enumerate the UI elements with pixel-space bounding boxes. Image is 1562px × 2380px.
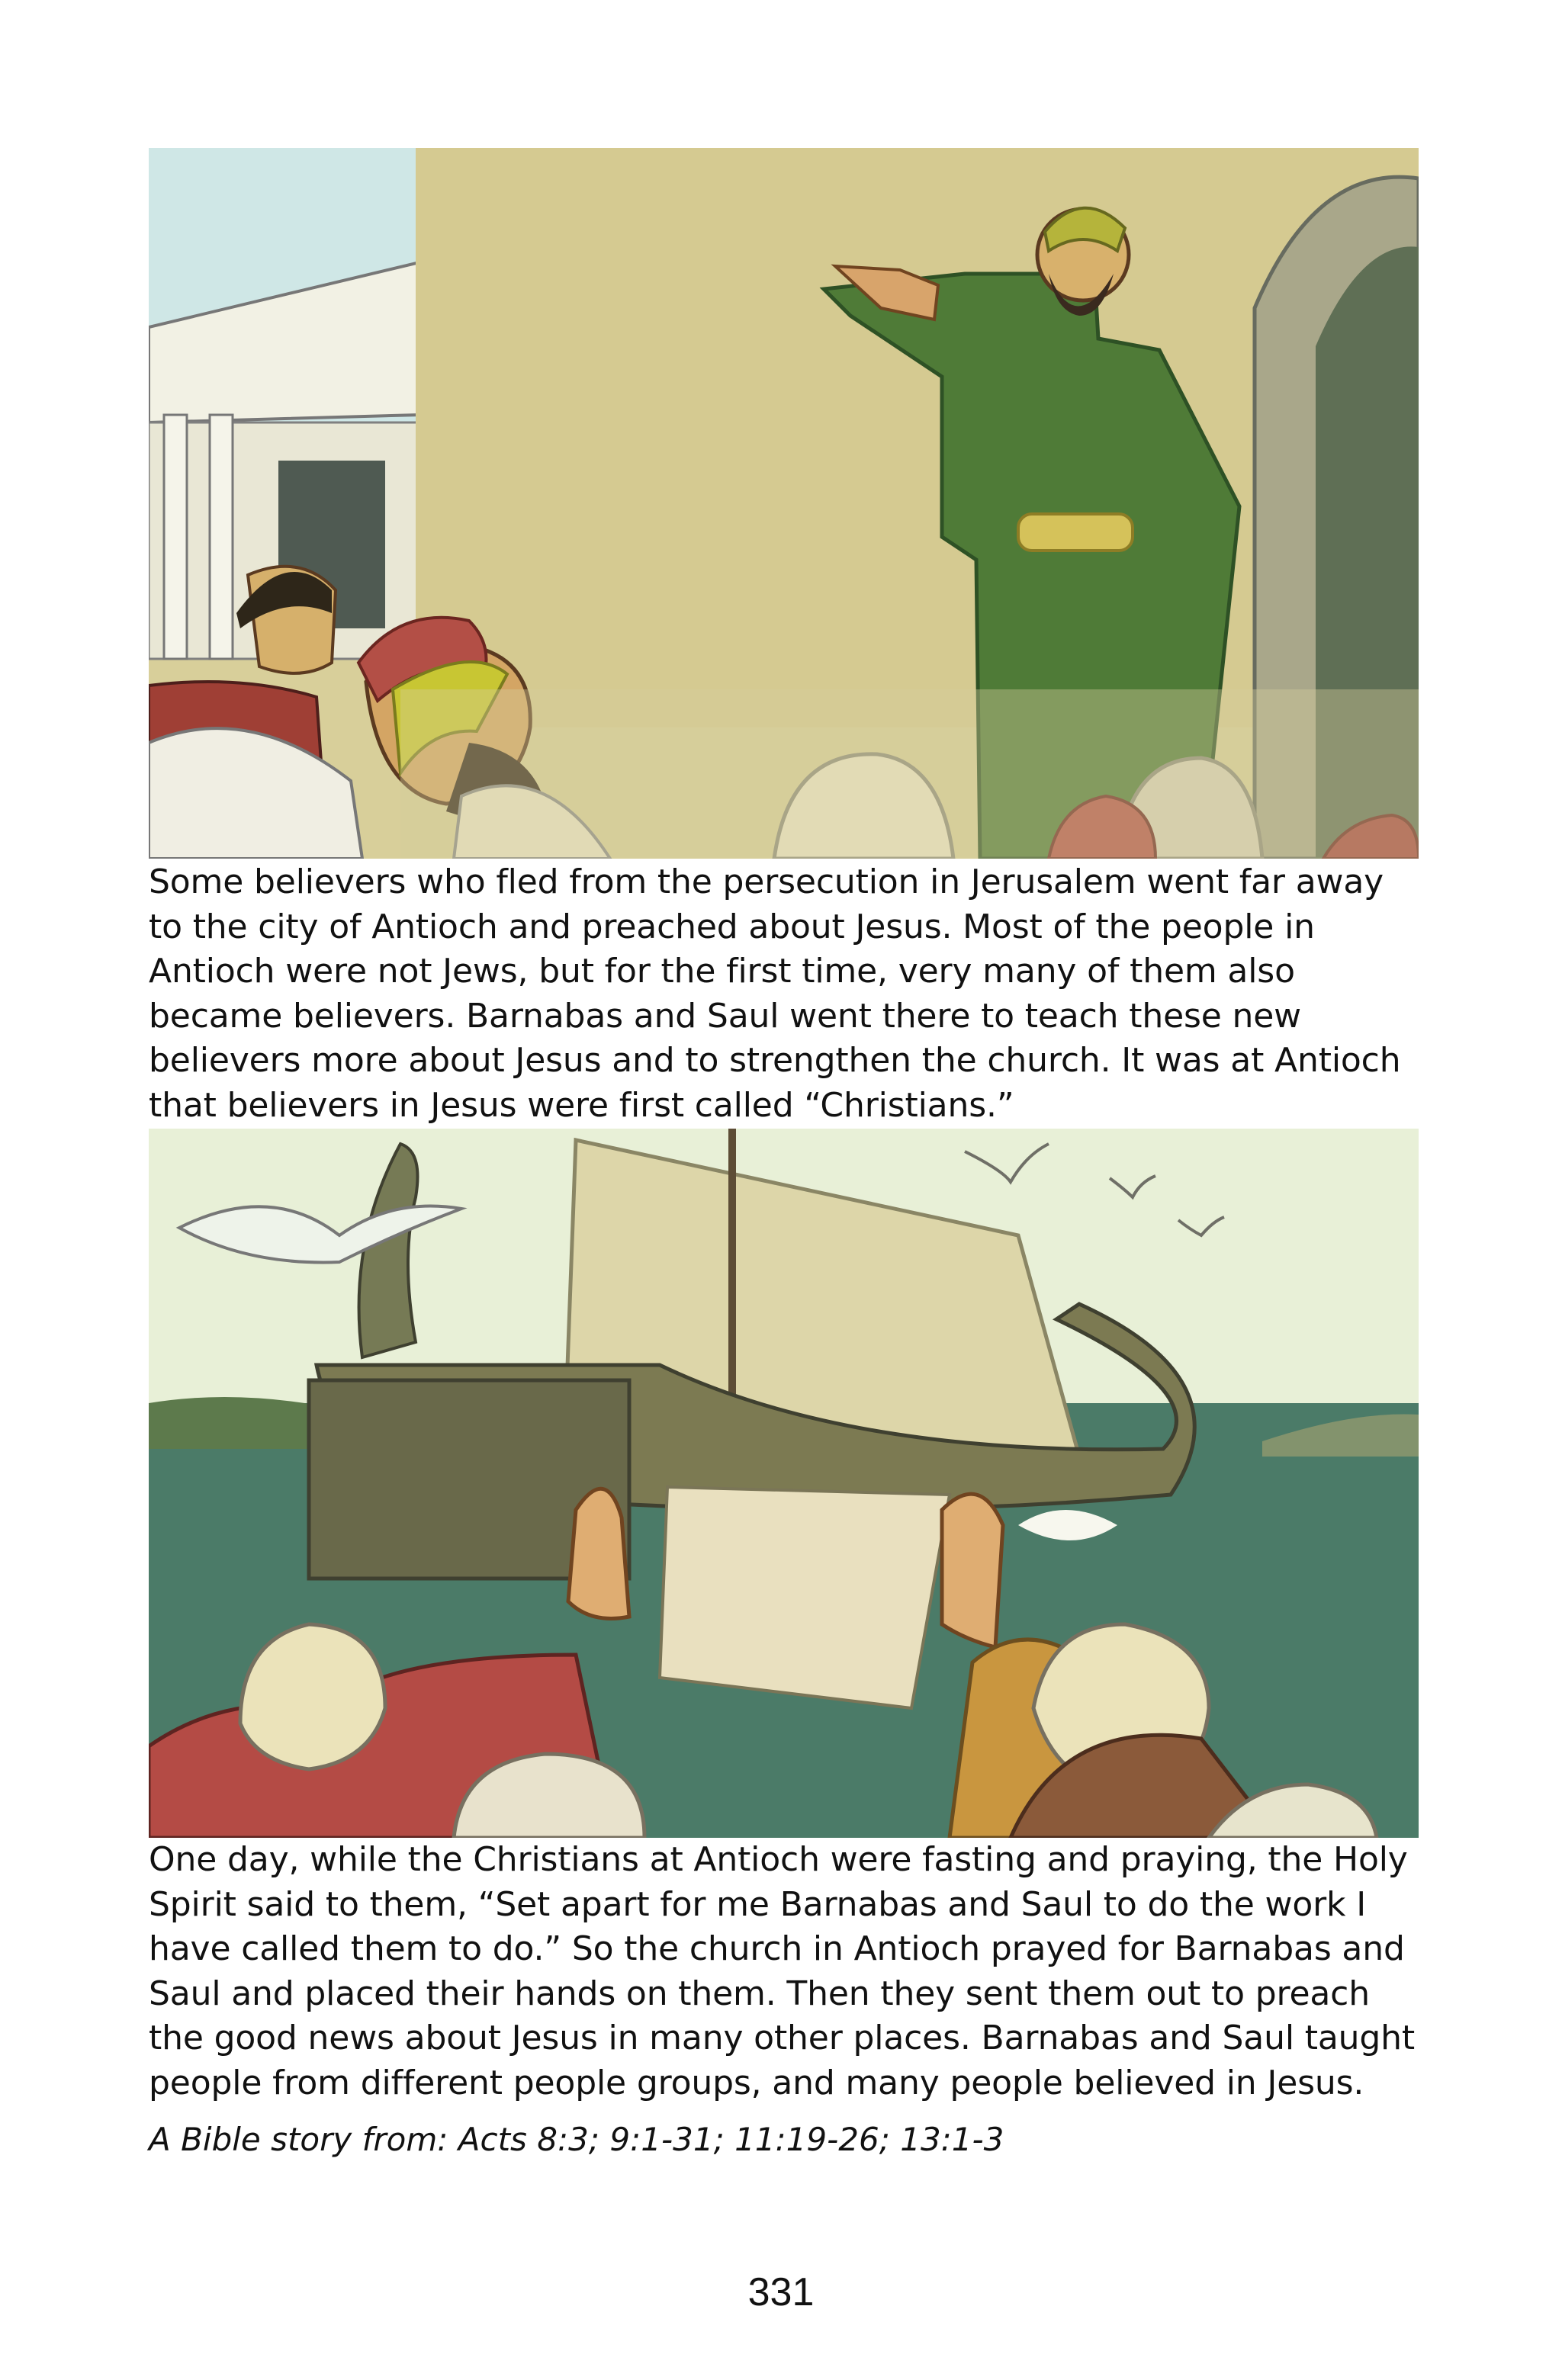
page-number: 331 (747, 2270, 815, 2314)
temple-column (210, 415, 233, 659)
raised-hand (942, 1494, 1003, 1647)
story-paragraph-antioch: Some believers who fled from the persecution in Jerusalem went far away to the city of Antioch and preached about Jesus. Most of the people in Antioch were not Jews, but for the first time, very many of them also became believers. Barnabas and Saul went there to teach these new believers more about Jesus and to strengthen the church. It was at Antioch that believers in Jesus were first called “Christians.” (149, 862, 1401, 1125)
ship-scene (149, 1129, 1419, 1838)
sending-barnabas-and-saul-illustration (149, 1129, 1419, 1838)
preaching-in-antioch-illustration (149, 148, 1419, 859)
temple-column (164, 415, 187, 659)
preaching-scene (149, 148, 1419, 859)
story-paragraph-sending: One day, while the Christians at Antioch were fasting and praying, the Holy Spirit said to them, “Set apart for me Barnabas and Saul to do the work I have called them to do.” So the church in Antioch prayed for Barnabas and Saul and placed their hands on them. Then they sent them out to preach the good news about Jesus in many other places. Barnabas and Saul taught people from different people groups, and many people believed in Jesus. (149, 1840, 1415, 2102)
ground (400, 689, 1419, 859)
ship-oars (660, 1487, 950, 1708)
raised-hand (568, 1489, 629, 1618)
preacher-sash (1018, 514, 1133, 551)
bible-reference: A Bible story from: Acts 8:3; 9:1-31; 11:19-26; 13:1-3 (149, 2121, 1004, 2158)
